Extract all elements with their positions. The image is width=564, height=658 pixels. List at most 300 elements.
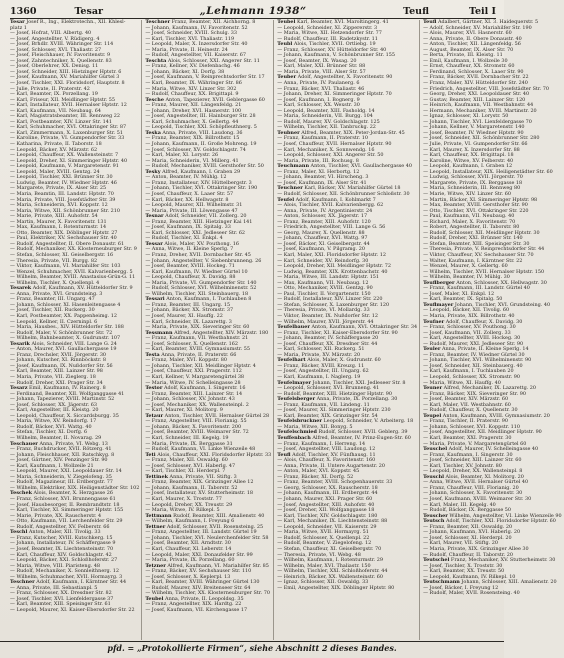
directory-entry: Teuflberger Anton, Schlosser, XX. Hellwagstr. 30 [423,279,547,286]
directory-entry: — Johann, Kaufmann, IV. Favoritenstr. 52 [145,24,248,31]
directory-entry: Teufl Adalbert, Gärtner, XI. 3. Haidequerstr. 5 [423,19,539,25]
directory-entry: — Johann, Chauffeur, XVI. Wattg. 97 [277,235,368,242]
directory-entry: — Josef, Kaufmann, VII. Kirchengasse 17 [145,606,248,613]
directory-entry: platz 1 [10,24,27,31]
directory-entry: Teti Alois, Chauffeur, XXI. Floridsdorfer Hptstr. 33 [145,451,272,458]
directory-entry: Teubner Alfred, Beamter, XIX. Peter-Jordan-Str. 45 [277,129,405,136]
directory-entry: — Rudolf, Angestellter, VII. Kaiserstr. 67 [145,52,246,59]
directory-entry: Teuner Alfred, Mechaniker, IX. Lazarettg. 20 [423,385,537,392]
directory-entry: — Maria, Private, VII. Zieglerg. 18 [10,374,96,380]
directory-entry: — Karl, Kaufmann, I. Naglerg. 19 [277,374,361,380]
directory-entry: — Karl, Beamter, XIII. Lainzer Str. 98 [10,368,103,375]
directory-entry: — Franz, Bäcker, XVI. Thaliastr. 46 [277,85,365,92]
directory-entry: — Josef, Tischler, XVI. Lienfeldergasse 37 [10,595,114,602]
directory-entry: — Karl, Beamter, IX. Spitalg. 50 [423,296,503,303]
directory-entry: — Franz, Chauffeur, VIII. Florianig. 20 [423,484,519,491]
directory-entry: — Wilhelm, Kaufmann, I. Rotenturmstr. 29 [277,557,384,564]
directory-entry: — Karl, Maler, XXI. Brünner Str. 88 [277,63,366,70]
directory-entry: — Anna, Witwe, II. Kleine Sperlg. 7 [145,246,234,253]
directory-entry: — Karl, Kaufmann, IV. Wiedner Gürtel 10 [145,268,248,275]
directory-entry: — Franz, Maler, XIV. Hütteldorfer Str. 240 [423,80,528,87]
directory-entry: Tesar Josef R., Ing., Elektrotechn., XII. Khlesl- [10,19,126,25]
directory-entry: — Karl, Chauffeur, XX. Brigittapl. 18 [423,152,514,159]
directory-entry: — Leopold, Schneider, XI. Zippererstr. 3 [277,24,378,31]
directory-entry: — Rudolf, Schlosser, XVI. Wilhelminenstr. 52 [145,285,257,292]
directory-entry: — Johann, Schlosser, XVI. Koppstr. 110 [423,423,521,430]
directory-entry: — Anton, Schlosser, XX. Jägerstr. 17 [277,213,368,220]
directory-entry: — Julie, Private, II. Praterstr. 42 [10,85,90,92]
directory-entry: — Marie, Private, XX. Rauscherstr. 4 [10,512,102,519]
directory-entry: — Josef, Chauffeur, X. Laaer Str. 57 [145,190,234,197]
directory-entry: — Rudolf, Schlosser, X. Quellenpl. 22 [277,534,370,541]
directory-entry: — Ludwig, Beamter, IV. Wiedner Hptstr. 46 [10,179,117,186]
directory-entry: — Leopold, Kaufmann, IV. Rilkepl. 10 [423,573,516,580]
directory-entry: — Richard, Maler, X. Favoritenstr. 70 [423,218,516,225]
directory-entry: — Karl, Schneider, IX. Lazarettg. 3 [145,318,232,325]
directory-entry: — August, Beamter, IX. Alser Str. 70 [423,46,514,53]
directory-entry: — Josef, Bäcker, I. Freyung 12 [423,584,499,591]
directory-entry: — Maria, Private, XV. Märzstr. 20 [277,351,361,358]
directory-entry: — Josef, Schlosser, XX. Jägerstr. 63 [10,401,97,408]
directory-entry: — Rudolf, Kaufmann, VI. Linke Wienzeile 48 [145,446,256,453]
directory-entry: — Franz, Drechsler, XVII. Jörgerstr. 30 [10,351,107,358]
directory-entry: — Josef, Chauffeur, XX. Dresdner Str. 44 [277,340,378,347]
directory-entry: — Leopold, Maurer, XI. Kaiser-Ebersdorfer Str. 22 [10,606,135,613]
directory-entry: — Ferdinand, Schlosser, X. Laaer Str. 90 [423,68,524,75]
directory-entry: — Anton, Maurer, XVI. Gaullachergasse 19 [10,346,117,353]
directory-entry: — Josef, Chauffeur, XXI. Pragerstr. 112 [145,368,242,375]
directory-entry: — Josef, Kaufmann, XVIII. Weimarer Str. 30 [423,496,532,503]
directory-entry: — Leopold, Maler, XXI. Donaufelder Str. 99 [145,551,253,558]
directory-entry: — Anna, Witwe, XVII. Hernalser Gürtel 40 [423,479,529,486]
directory-entry: — Rudolf, Bäcker, XVI. Wattg. 40 [10,423,92,430]
directory-entry: — Theresia, Private, VI. Webg. 48 [277,551,361,558]
directory-entry: — Karl, Maurer, VII. Stiftg. 20 [423,540,498,547]
directory-entry: — Karl, Postbeamter, XX. Pappenheimg. 12 [10,312,117,319]
directory-entry: — Karl, Beamter, XIII. Speisinger Str. 61 [10,601,111,608]
directory-entry: — Paul, Elektriker, XV. Sechshauser Str. 40 [10,235,117,242]
directory-entry: — Johann, Tischler, XVI. Neulerchenfelder Str. 58 [145,534,269,541]
directory-entry: — Wilhelm, Kaufmann, I. Freyung 6 [145,518,235,525]
directory-entry: — Josef, Angestellter, XII. Meidlinger Hptstr. 90 [423,429,542,436]
directory-entry: Teufner Adolf, Chauffeur, X. Davidg. 30 [423,318,523,325]
directory-entry: — Otto, Kaufmann, VII. Lerchenfelder Str. 29 [10,518,123,525]
directory-entry: — Franz, Bäcker, XIX. Sieveringer Str. 90 [423,390,526,397]
directory-entry: Teschner Adolf, Kaufmann, I. Kärntner Str. 44 [10,579,127,586]
directory-entry: — Franz, Kutscher, XVIII. Kutschkerg. 15 [10,534,113,541]
directory-entry: — Maria, Schneiderin, XVI. Koppstr. 12 [10,202,108,209]
directory-entry: — Wilhelm, Tischler, XXI. Schloßhoferstr. 44 [277,568,388,575]
directory-entry: — Karoline, Witwe, XV. Felberstr. 40 [423,157,514,164]
directory-entry: — Rudolf, Schlosser, XII. Schönbrunner Schloßstr. 30 [277,190,410,197]
directory-entry: — Rudolf, Maler, XVII. Rosensteing. 40 [423,590,520,597]
directory-entry: — Leopold, Kellner, II. Czerninpl. 6 [10,318,98,325]
directory-entry: — Franz, Schlosser, XVI. Brunnengasse 61 [10,496,116,503]
directory-entry: — Katharina, Private, II. Taborstr. 18 [10,141,102,148]
directory-entry: — Leopold, Dreher, XX. Wallensteinpl. 8 [423,468,523,475]
header-left [10,6,103,17]
directory-entry: — Josef, Beamter, IX. Wasag. 20 [277,57,357,64]
directory-entry: — Maria, Schneiderin, V. Ziegelofeng. 35 [10,473,112,480]
directory-entry: — Maria, Private, VIII. Josefstädter Str. 39 [10,196,116,203]
volume-label: Teil I [469,5,496,17]
directory-entry: — Karl, Maurer, X. Troststr. 77 [145,496,222,503]
directory-entry: Teubel Anna, Private, II. Leopoldsg. 35 [145,595,244,602]
directory-entry: Tessar Alois, Maler, XV. Pouthong. 16 [145,240,240,247]
directory-entry: — Franz, Beamter, III. Ungarg. 15 [145,301,231,308]
directory-entry: — Maria, Witwe, XVII. Hormayrg. 51 [277,529,369,536]
directory-entry: — Johann, Schlosser, XV. Johnstr. 43 [145,396,235,403]
directory-entry: — Rudolf, Dreher, XXI. Brünner Str. 140 [423,235,523,242]
directory-entry: — Maria, Private, XIX. Grinzinger Allee 30 [423,545,529,552]
directory-entry: — Stefan, Beamter, XIII. Speisinger Str. 30 [423,240,530,247]
directory-entry: — Wilhelm, Tischler, XII. Tanbruckg. 22 [277,124,376,131]
directory-entry: — Georg, Schlosser, XX. Rauscherstr. 18 [277,484,378,491]
directory-entry: — Rudolf, Maler, V. Schönbrunner Str. 72 [10,329,113,336]
directory-entry: — Martin, Bäcker, XI. Simmeringer Hptstr. 98 [423,196,538,203]
directory-entry: — Paul, Tischler, II. Vorgartenstr. 150 [277,290,371,297]
directory-entry: — Franz, Angestellter, XIX. Hardtg. 22 [145,601,242,608]
directory-entry: — Rudolf, Magazineur, III. Erdbergstr. 77 [10,479,113,486]
directory-entry: — Rudolf, Beamter, XIII. Hietzinger Hptstr. 90 [277,390,392,397]
directory-entry: — Ignaz, Schlosser, XI. Lorystr. 50 [423,113,509,120]
directory-entry: — Josef, Schneider, XIII. Hietzinger Hptstr. 6 [10,68,122,75]
directory-entry: — Josef, Beamter, IX. Liechtensteinstr. 70 [10,545,114,552]
directory-entry: Testor Adolf, Kaufmann, I. Singerstr. 16 [145,385,246,392]
directory-entry: — Maria, Witwe, XII. Bonyg. 5 [277,423,353,430]
header-right [403,6,496,17]
directory-entry: — Ludwig, Beamter, XIX. Krottenbachstr. 40 [277,268,388,275]
directory-entry: — Franz, Bäcker, XVIII. Kreuzg. 11 [277,362,365,369]
directory-entry: — Karl, Kaufmann, I. Tuchlauben 20 [423,368,514,375]
directory-entry: — Wilhelm, Tischler, XX. Klosterneuburger Str. 70 [145,590,270,597]
directory-entry: — Josef, Beamter, XVIII. Weimarer Str. 72 [145,429,249,436]
directory-entry: — Marie, Private, XIII. Auhofstr. 54 [10,213,98,220]
directory-entry: — Wenzel, Maurer, X. Gellertg. 60 [423,263,508,270]
directory-entry: — Wilhelm, Bahnbeamter, X. Gudrunstr. 107 [10,335,121,342]
directory-entry: — Johann, Beamter, IV. Schäffergasse 20 [277,335,379,342]
directory-entry: Teschta Alois, Schlosser, XXI. Angerer Str. 11 [145,57,260,64]
directory-entry: Teutschel Franz, Mechaniker, XV. Stutterheimstr. 30 [423,557,556,564]
directory-entry: — Karl, Angestellter, III. Kleistg. 20 [10,407,99,414]
directory-entry: — Max, Kaufmann, I. Rotenturmstr. 14 [10,224,107,231]
directory-entry: — Johann, Tapezierer, XVIII. Martinstr. 52 [10,396,115,403]
directory-entry: — Maria, Witwe, XII. Schönbrunner Str. 210 [10,207,121,214]
directory-entry: Teuschel Adolf, Maurer, IV. Schelleingasse 40 [423,446,539,453]
directory-entry: — Maria, Private, III. Löwengasse 47 [145,207,238,214]
directory-entry: — Leopold, Tischler, XXI. Schöpfleuthnerg. 5 [145,124,257,131]
directory-entry: — Josef, Maurer, XI. Simmeringer Hptstr. 230 [277,407,391,414]
directory-entry: — Viktor, Kaufmann, VI. Mariahilfer Str. 103 [10,263,121,270]
directory-entry: — Stefan, Schlosser, XI. Geiselbergstr. 16 [10,251,114,258]
directory-entry: — Karl, Schneider, III. Kegelg. 19 [145,435,229,442]
directory-entry: — Maria, Witwe, XV. Reindorfg. 17 [10,418,97,425]
directory-entry: — Karl, Mechaniker, X. Sonnwendg. 16 [277,146,375,153]
directory-entry: — Karl, Postbeamter, XIV. Linzer Str. 141 [10,118,112,125]
directory-entry: — Karl, Beamter, XVIII. Gymnasiumstr. 55 [145,346,250,353]
directory-entry: — Josef, Gärtner, XIV. Penzinger Str. 90 [10,457,108,464]
directory-entry: — Leopold, Chauffeur, XX. Wallensteinstr. 7 [10,152,119,159]
directory-entry: — Karl, Zimmermann, X. Laxenburger Str. 51 [10,129,123,136]
directory-entry: — Gustav, Beamter, XIII. Lainzer Str. 120 [423,96,526,103]
directory-entry: — Anna, Private, II. Untere Augartenstr. 20 [277,462,385,469]
directory-entry: — Wilhelm, Maler, XVI. Thaliastr. 150 [277,562,371,569]
directory-entry: — Franz, Buchdrucker, XVII. Rötzerg. 41 [10,446,112,453]
directory-entry: — Viktor, Beamter, IX. Nußdorfer Str. 12 [277,312,378,319]
column-2 [145,20,274,640]
directory-entry: — Karl, Kaufmann, I. Wollzeile 21 [10,462,94,469]
directory-columns [10,19,562,640]
directory-entry: Tesnar Adolf, Schneider, VII. Zollerg. 20 [145,213,247,220]
page-footer: pfd. = „Protokollierte Firmen“, siehe Abschnitt 2 dieses Bandes. [0,641,504,655]
directory-entry: — Wilhelm, Tischler, X. Quellenpl. 4 [10,279,100,286]
directory-entry: — Emil, Kaufmann, I. Wollzeile 30 [423,57,508,64]
directory-entry: — Franz, Kellner, XV. Diefenbachg. 46 [145,63,240,70]
directory-entry: — Josef, Angestellter, V. Rüdigerg. 4 [10,35,100,42]
directory-entry: — Franz, Beamter, III. Ungarg. 47 [10,296,95,303]
directory-entry: — Franz, Beamter, XIX. Billrothstr. 15 [145,135,240,142]
directory-entry: — Hermann, Mechaniker, XVIII. Martinstr. 20 [423,107,537,114]
directory-entry: — Franz, Beamter, XIII. Hietzinger Kai 141 [145,218,253,225]
directory-entry: Teuchner Karl, Bäcker, XV. Mariahilfer Gürtel 18 [277,185,401,192]
directory-entry: — Franz, Schlosser, XV. Hütteldorfer Str. 40 [277,46,387,53]
directory-entry: — Franz, Kaufmann, III. Landstr. Gürtel 40 [423,285,530,292]
directory-entry: — Josef, Oberlehrer, XX. Denisg. 11 [10,63,99,70]
directory-entry: — Stefan, Schlosser, X. Laxenburger Str. 120 [277,301,390,308]
directory-entry: — Wilhelm, Tischler, XII. Steinbauerg. 18 [145,290,249,297]
directory-entry: — Josef, Angestellter, VIII. Laudong. 12 [277,446,376,453]
directory-entry: — Rudolf, Chauffeur, X. Quellenstr. 30 [423,407,518,414]
directory-entry: — Wilhelm, Maurer, XVII. Jörgerstr. 44 [277,318,374,325]
directory-entry: — Leopold, Kaufmann, V. Margaretenstr. 91 [10,163,119,170]
directory-entry: — Max, Beamter, XVIII. Gersthofer Str. 90 [423,202,528,209]
directory-entry: — Rudolf, Bäcker, IX. Berggasse 50 [423,507,512,514]
directory-entry: — Johann, Kellner, V. Margaretenstr. 140 [423,124,525,131]
directory-entry: — Johann, Beamter, VI. Hirscheng. 3 [277,174,369,181]
directory-entry: — Rudolf, Angestellter, XV. Felberstr. 66 [10,523,110,530]
directory-entry: — Josef, Schlosser, X. Quellenstr. 162 [145,340,238,347]
directory-entry: — Josef, Beamter, XVIII. Hockeg. 71 [145,263,235,270]
directory-entry: — Leopold, Schlosser, XX. Stromstr. 90 [423,374,521,380]
directory-entry: — Franz, Beamter, XIII. Lainzer Str. 14 [145,390,243,397]
directory-entry: — Rudolf, Maurer, XXI. Jedleseer Str. 90 [423,340,524,347]
directory-entry: — Leopold, Dreher, XII. Meidlinger Hptstr. 72 [277,263,391,270]
directory-entry: Tessmann Alfred, Angestellter, XIV. Märzstr. 180 [145,329,269,336]
directory-entry: — Karl, Friseur, XII. Meidlinger Hptstr. 55 [10,96,115,103]
directory-entry: — Maria, Private, III. Rochusg. 8 [277,157,359,164]
directory-entry: — Josef, Beamter, XII. Arndtstr. 30 [145,540,231,547]
directory-entry: — Karl, Chauffeur, XI. Leberstr. 14 [145,545,232,552]
directory-entry: — Karl, Maler, III. Kegelg. 40 [423,501,496,508]
directory-entry: — Josef, Kaufmann, IX. Alser Str. 41 [277,179,367,186]
directory-entry: — Karl, Schuhmacher, X. Gellertg. 44 [145,118,239,125]
directory-entry: — Karl, Beamter, IX. Währinger Str. 86 [145,80,242,87]
directory-entry: Tessari Anton, Kaufmann, I. Tuchlauben 8 [145,296,252,303]
directory-entry: Testa Anna, Private, II. Praterstr. 66 [145,351,237,358]
directory-entry: — Johann, Bäcker, XI. Dorfg. 38 [145,68,225,75]
directory-entry: — Leopold, Chauffeur, X. Davidg. 88 [145,274,236,281]
directory-entry: — Anna, Private, II. Obere Donaustr. 40 [423,35,522,42]
directory-entry: Tesky Alfred, Kaufmann, I. Graben 29 [145,168,241,175]
directory-entry: — Marie, Witwe, XIV. Linzer Str. 60 [423,190,512,197]
directory-entry: — Ignaz, Schlosser, XII. Oswaldg. 33 [277,579,369,586]
directory-entry: — Franz, Beamter, XIII. Auhofstr. 120 [277,218,371,225]
directory-entry: — Leopold, Schneider, VII. Kaiserstr. 29 [277,523,377,530]
directory-entry: — Ernst, Chauffeur, XX. Stromstr. 60 [423,63,515,70]
directory-entry: — Josef, Tischler, XII. Ruckerg. 30 [10,307,95,314]
directory-entry: — Josef, Kaufmann, V. Reinprechtsdorfer Str. 17 [145,74,265,81]
directory-entry: — Leopold, Dreher, XX. Treustr. 29 [145,501,233,508]
directory-entry: — Maria, Private, VI. Gumpendorfer Str. 140 [145,279,257,286]
directory-entry: — Karl, Tischler, XI. Simmeringer Hptstr. 155 [10,507,124,514]
directory-entry: — Franz, Beamter, XVIII. Schopenhauerstr. 33 [277,479,393,486]
directory-entry: — Johann, Dreher, XVI. Hasnerstr. 100 [145,107,242,114]
directory-entry: — Paul, Kaufmann, VII. Neubaug. 40 [423,213,515,220]
directory-entry: — Robert, Angestellter, II. Taborstr. 80 [423,224,520,231]
directory-entry: Teubl Alois, Tischler, XVII. Ortliebg. 19 [277,41,376,48]
directory-entry: Teutsch Adolf, Tischler, XXI. Floridsdorfer Hptstr. 60 [423,518,556,525]
directory-entry: — Josef, Angestellter, III. Ungarg. 62 [277,368,369,375]
directory-entry: — Wilhelm, Beamter, XVIII. Anastasius-Grün-G. 11 [10,274,136,281]
directory-entry: — Alois, Maurer, XVI. Hasnerstr. 60 [423,30,512,37]
directory-entry: — Maria, Witwe, VIII. Piaristeng. 48 [10,562,101,569]
directory-entry: — Margarete, Private, IX. Berggasse 18 [423,179,523,186]
directory-entry: — Karl, Schlosser, XXI. Jedleseer Str. 62 [145,229,246,236]
directory-entry: — Maria, Private, V. Margaretengürtel 60 [423,440,527,447]
directory-entry: — Johann, Kaufmann, II. Große Mohreng. 19 [145,141,257,148]
directory-entry: — Josef, Tischler, XXI. Floridsdorf, Hauptstr. 8 [10,80,125,87]
directory-entry: — Josef, Kaufmann, IX. Nußdorfer Str. 56 [10,362,113,369]
directory-entry: Tettner Adolf, Schlosser, XVII. Rosensteing. 25 [145,523,264,530]
directory-entry: — Leopold, Kaufmann, I. Graben 12 [423,163,513,170]
directory-entry: — Franz, Kaufmann, II. Praterstr. 10 [277,135,369,142]
directory-entry: Tettmann Rudolf, Beamter, XIII. Amalienstr. 40 [145,512,265,519]
directory-entry: — Theresia, Private, V. Reinprechtsdorfer Str. 44 [423,246,545,253]
directory-entry: — Karl, Maler, VII. Westbahnstr. 60 [423,401,511,408]
directory-entry: Tesarek Adolf, Kaufmann, XV. Hütteldorfer Str. 9 [10,285,133,292]
directory-entry: — Johann, Tischler, XVI. Wilhelminenstr. 90 [423,357,532,364]
directory-entry: — Franz, Maler, XI. Herbortg. 12 [277,168,360,175]
directory-entry: — Josef, Kaufmann, VII. Zollerg. 33 [423,329,511,336]
directory-entry: — Leopold, Schlosser, XXI. Angerer Str. 50 [277,152,384,159]
directory-entry: Teuffenbach Alfred, Beamter, IV. Prinz-Eugen-Str. 60 [277,435,411,442]
directory-entry: — Maria, Private, XIX. Billrothstr. 40 [423,312,515,319]
directory-entry: — Maria, Private, IX. Berggasse 31 [145,440,233,447]
directory-entry: — Josef, Schneider, XII. Schönbrunner Str. 280 [423,135,540,142]
directory-entry: — Johann, Tischler, XVI. Ottakringer Str. 190 [145,185,258,192]
directory-entry: — Georg, Maurer, X. Quellenstr. 88 [277,229,365,236]
directory-entry: — Rudolf, Tischler, XI. Enkpl. 4 [145,235,223,242]
directory-entry: — Johann, Fleischhauer, XII. Ratschkyg. 8 [10,451,115,458]
directory-entry: — Franz, Tischler, XI. Kaiser-Ebersdorfer Str. 90 [277,329,398,336]
directory-entry: — Rudolf, Dreher, XXI. Prager Str. 34 [10,379,103,386]
directory-entry: — Maria, Witwe, XI. Hauffg. 40 [423,379,501,386]
directory-entry: — Karl, Beamter, XVIII. Währinger Gürtel 130 [145,579,260,586]
directory-entry: — Franz, Beamter, XIX. Grinzinger Allee 12 [145,479,254,486]
directory-entry: Teuscher Wilhelm, Angestellter, VI. Linke Wienzeile 90 [423,512,562,519]
directory-entry: — Johann, Kaufmann, III. Erdbergstr. 44 [277,490,378,497]
directory-entry: — Karl, Kaufmann, VII. Neubaug. 64 [10,107,102,114]
directory-entry: Teschl Anton, Maler, XII. Tivolig. 33 [10,529,101,536]
directory-entry: — Maria, Schneiderin, III. Rennweg 80 [423,185,521,192]
directory-entry: — Maria, Private, XIX. Sieveringer Str. 60 [145,324,250,331]
page-title: „Lehmann 1938“ [199,5,307,17]
directory-entry: — Josef, Schneider, XVIII. Schulg. 33 [145,30,237,37]
directory-entry: — Josef, Angestellter, III. Hainburger Str. 28 [145,113,256,120]
directory-entry: — Ludwig, Schlosser, XVII. Jörgerstr. 70 [423,174,523,181]
directory-entry: Tetaur Anton, Tischler, XVII. Hernalser Gürtel 28 [145,412,270,419]
directory-entry: — Franz, Schlosser, XV. Pouthong. 30 [423,324,516,331]
directory-entry: — Theresia, Private, VI. Mollardg. 33 [277,307,370,314]
directory-entry: — Emil, Angestellter, XIX. Döblinger Hptstr. 80 [277,584,395,591]
directory-entry: — Maria, Private, IX. Porzellang. 60 [145,557,235,564]
column-3 [277,20,420,640]
directory-entry: — Karl, Beamter, XIX. Grinzinger Str. 54 [277,412,378,419]
directory-entry: — Josef, Installateur, XV. Stutterheimstr. 18 [145,490,254,497]
directory-entry: — Anton, Beamter, IV. Mühlg. 12 [145,174,227,181]
directory-entry: — Maria, Beamtin, III. Landstr. Hptstr. 70 [10,190,114,197]
directory-entry: — Leopold, Tischler, XXI. Brünner Str. 30 [10,174,113,181]
directory-entry: Teufelsbruckner Leopold, Schneider, V. Arbeiterg. 18 [277,418,414,425]
directory-entry: — Josef, Maurer, XI. Hauffg. 22 [145,312,223,319]
directory-entry: — Franz, Kaufmann, I. Singerstr. 30 [423,451,513,458]
directory-entry: — Franz, Kaufmann, VII. Lindeng. 11 [277,401,370,408]
directory-entry: Teschauer Anna, Private, VI. Webg. 13 [10,440,108,447]
directory-entry: — Rudolf, Chauffeur, III. Radetzkystr. 11 [277,35,378,42]
directory-entry: — Franz, Maler, XII. Oswaldg. 60 [145,457,228,464]
directory-entry: — Franz, Tischler, II. Praterstr. 90 [423,418,508,425]
directory-entry: — Josef, Kaufmann, I. Bognerg. 9 [277,96,360,103]
directory-entry: — Martin, Maurer, X. Favoritenstr. 131 [10,218,107,225]
directory-entry: — Franz, Dreher, XVII. Dornbacher Str. 45 [145,251,251,258]
directory-entry: — Leopold, Bäcker, XXI. Schloßhoferstr. 27 [10,557,118,564]
directory-entry: Teschner Franz, Beamter, XII. Aichhorng. 8 [145,19,256,25]
directory-entry: — Karl, Tischler, XIV. Goldschlagstr. 180 [277,512,378,519]
directory-entry: — Maria, Witwe, IV. Rilkepl. 5 [145,507,220,514]
directory-entry: — Josef, Kaufmann, V. Pilgramg. 20 [277,246,365,253]
directory-entry: — Josef, Tischler, X. Troststr. 30 [423,562,503,569]
directory-entry: — Friedrich, Angestellter, VIII. Josefstädter Str. 70 [423,85,550,92]
directory-entry: — Franz, Angestellter, III. Landstr. Gürtel 19 [145,529,257,536]
directory-entry: — Josef, Chauffeur, XVII. Hernalser Hptstr. 90 [277,141,392,148]
directory-entry: — Franz, Kaufmann, VII. Westbahnstr. 21 [145,335,249,342]
directory-entry: — Anton, Tischler, XII. Längenfeldg. 56 [423,41,521,48]
directory-entry: — Ferdinand, Beamter, XII. Wolfganggasse 41 [10,390,125,397]
directory-entry: — Maria, Witwe, III. Landstr. Hptstr. 151 [277,274,380,281]
directory-entry: — Leopold, Bäcker, XV. Märzstr. 62 [10,146,98,153]
directory-entry: — Georg, Dreher, XXI. Leopoldauer Str. 40 [423,91,530,98]
directory-entry: — Johann, Bäcker, X. Favoritenstr. 200 [145,423,242,430]
directory-entry: — Alois, Tischler, XVII. Kalvarienbergg. 62 [277,202,384,209]
directory-entry: Teufelhart Alois, Maler, X. Gudrunstr. 60 [277,357,381,364]
directory-entry: — Wilhelm, Elektriker, XIX. Heiligenstädter Str. 102 [10,484,140,491]
directory-entry: — Wilhelm, Schuhmacher, XVII. Hormayrg. 3 [10,573,123,580]
directory-entry: — Leopold, Schlosser, XVI. Brunneng. 41 [277,385,380,392]
directory-entry: — Franz, Beamter, XII. Oswaldg. 20 [423,523,513,530]
directory-entry: — Josef, Schlosser, X. Keplerpl. 13 [145,573,231,580]
directory-entry: — Leopold, Dreher, XI. Simmeringer Hptstr. 40 [10,157,128,164]
directory-entry: Tesarik Alois, Schneider, VIII. Lange G. 24 [10,340,117,347]
column-1 [10,20,142,640]
directory-entry: — Max, Kaufmann, VII. Neubaug. 12 [277,279,369,286]
directory-entry: — Johann, Kutscher, XI. Rinnböckstr. 8 [10,357,107,364]
directory-entry: — Wilhelm, Beamter, IV. Mühlg. 30 [423,274,510,281]
directory-entry: — Anna, Private, XVI. Grundsteing. 3 [10,290,103,297]
directory-entry: — Karl, Magistratsbeamter, III. Rennweg 22 [10,113,120,120]
column-4 [423,20,563,640]
page-number: 1360 [10,5,37,17]
directory-entry: — Alois, Chauffeur, X. Favoritenstr. 160 [277,457,376,464]
